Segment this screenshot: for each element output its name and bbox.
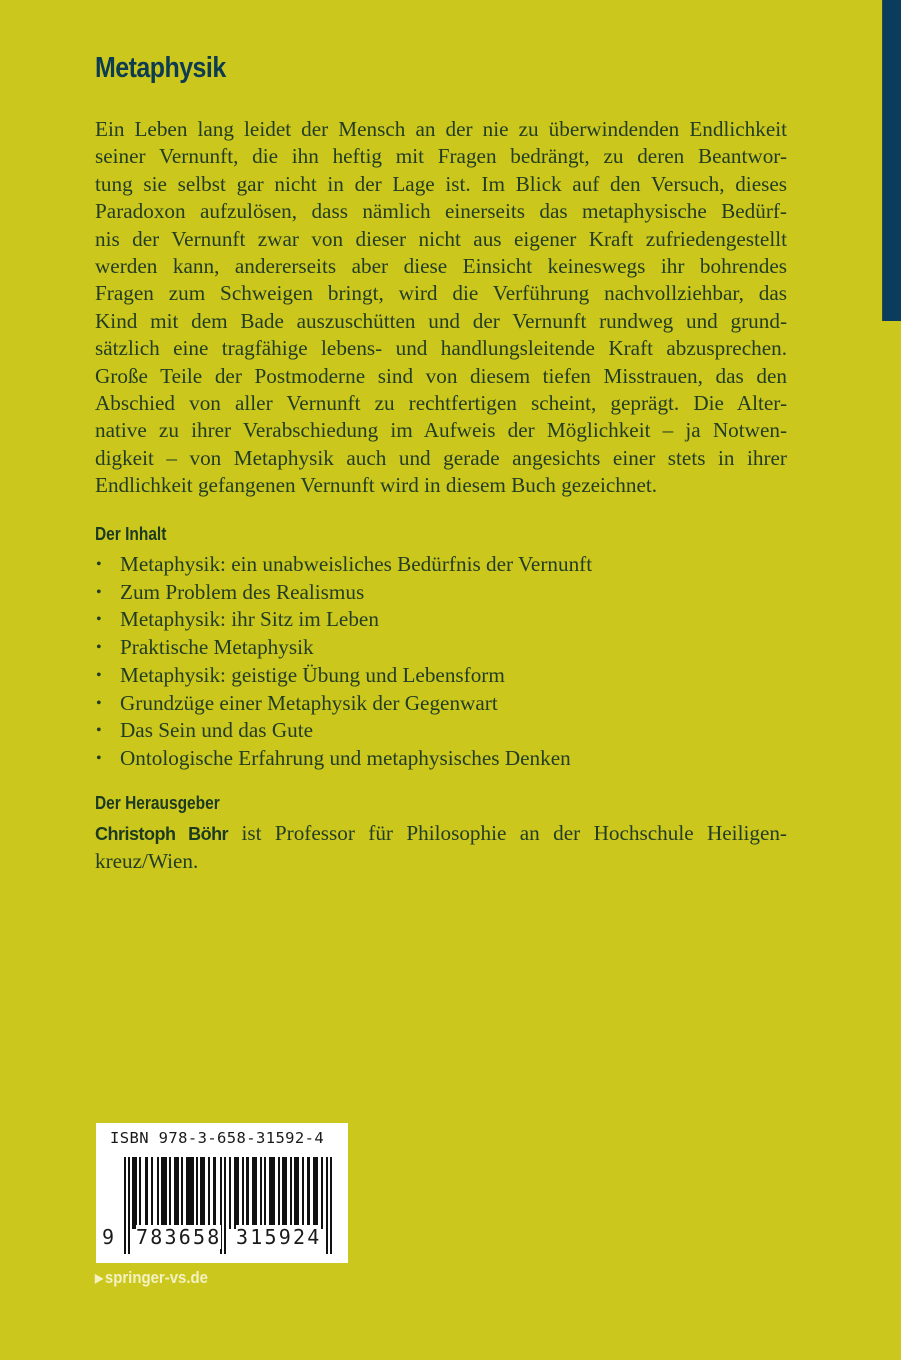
description-line: seiner Vernunft, die ihn heftig mit Fragen bedrängt, zu deren Beantwor- [95, 144, 787, 169]
publisher-link[interactable] [95, 1268, 208, 1288]
editor-heading: Der Herausgeber [95, 793, 220, 813]
description-line: Paradoxon aufzulösen, dass nämlich einerseits das metaphysische Bedürf- [95, 199, 787, 224]
contents-item [95, 717, 695, 745]
contents-item [95, 551, 695, 579]
contents-item-label: Zum Problem des Realismus [120, 579, 365, 604]
description-line: nis der Vernunft zwar von dieser nicht aus eigener Kraft zufriedengestellt [95, 226, 787, 251]
bullet-icon: • [96, 556, 102, 573]
contents-item-label: Ontologische Erfahrung und metaphysisches Denken [120, 745, 571, 770]
contents-item-label: Grundzüge einer Metaphysik der Gegenwart [120, 690, 498, 715]
barcode-first-digit: 9 [102, 1225, 117, 1249]
description-line: native zu ihrer Verabschiedung im Aufweis der Möglichkeit – ja Notwen- [95, 418, 787, 443]
contents-item-label: Das Sein und das Gute [120, 718, 314, 743]
contents-heading: Der Inhalt [95, 524, 167, 544]
spine-color-bar [882, 0, 901, 321]
publisher-url: springer-vs.de [104, 1268, 208, 1287]
editor-bio [95, 820, 787, 876]
description-line: digkeit – von Metaphysik auch und gerade angesichts einer stets in ihrer [95, 445, 787, 470]
contents-item [95, 662, 695, 690]
contents-item [95, 579, 695, 607]
book-title: Metaphysik [95, 52, 226, 84]
contents-item [95, 690, 695, 718]
description-line: Kind mit dem Bade auszuschütten und der Vernunft rundweg und grund- [95, 308, 787, 333]
contents-item-label: Metaphysik: ein unabweisliches Bedürfnis der Vernunft [120, 552, 593, 576]
bullet-icon: • [96, 583, 102, 601]
contents-item [95, 606, 695, 634]
bullet-icon: • [96, 639, 102, 657]
description-line: Abschied von aller Vernunft zu rechtfertigen scheint, geprägt. Die Alter- [95, 391, 787, 416]
editor-name: Christoph Böhr [95, 824, 229, 844]
bullet-icon: • [96, 611, 102, 629]
contents-item-label: Metaphysik: ihr Sitz im Leben [120, 607, 379, 632]
bullet-icon: • [96, 749, 102, 767]
description-line: Fragen zum Schweigen bringt, wird die Verführung nachvollziehbar, das [95, 281, 787, 306]
editor-bio-line: kreuz/Wien. [95, 849, 199, 874]
contents-item [95, 634, 695, 662]
contents-item-label: Metaphysik: geistige Übung und Lebensform [120, 662, 505, 687]
barcode-left-digits: 783658 [136, 1225, 222, 1249]
contents-item [95, 745, 695, 773]
description-line: tung sie selbst gar nicht in der Lage ist. Im Blick auf den Versuch, dieses [95, 171, 787, 196]
bullet-icon: • [96, 722, 102, 740]
editor-bio-line [95, 820, 787, 848]
bullet-icon: • [96, 694, 102, 712]
description-line: Große Teile der Postmoderne sind von diesem tiefen Misstrauen, das den [95, 363, 787, 388]
isbn-label: ISBN 978-3-658-31592-4 [110, 1129, 325, 1147]
description-line: Endlichkeit gefangenen Vernunft wird in diesem Buch gezeichnet. [95, 473, 658, 498]
barcode-right-digits: 315924 [236, 1225, 322, 1249]
contents-list [95, 551, 695, 773]
isbn-barcode [96, 1123, 348, 1263]
description-line: Ein Leben lang leidet der Mensch an der nie zu überwindenden Endlichkeit [95, 117, 787, 141]
description-line: sätzlich eine tragfähige lebens- und handlungsleitende Kraft abzusprechen. [95, 336, 787, 361]
bullet-icon: • [96, 666, 102, 684]
description-paragraph [95, 116, 787, 500]
play-arrow-icon: ▶ [95, 1271, 104, 1285]
description-line: werden kann, andererseits aber diese Einsicht keineswegs ihr bohrendes [95, 254, 787, 279]
contents-item-label: Praktische Metaphysik [120, 635, 314, 660]
editor-bio-text: ist Professor für Philosophie an der Hochschule Heiligen- [228, 821, 787, 845]
